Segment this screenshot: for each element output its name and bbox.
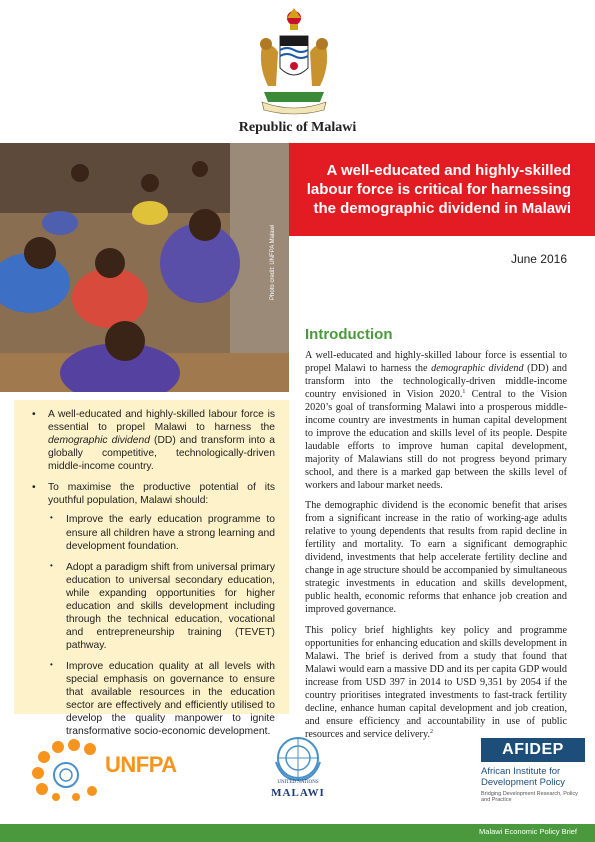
unfpa-wordmark: UNFPA xyxy=(105,752,177,777)
title-banner xyxy=(289,143,595,236)
afidep-name: African Institute for Development Policy xyxy=(481,766,565,789)
photo-credit: Photo credit: UNFPA Malawi xyxy=(270,224,276,300)
footer-label: Malawi Economic Policy Brief xyxy=(479,827,577,836)
afidep-logo xyxy=(481,738,585,804)
list-item: • Improve education quality at all levels with special emphasis on governance to ensure that available resources in the education sector are effectively and efficiently utilised to develop the quality manpower to ignite transformative socio-economic development. xyxy=(48,660,275,738)
list-item: • To maximise the productive potential of its youthful population, Malawi should: • Improve the early education programme to ensure all children have a strong learning and development foundation. • Adopt a paradigm shift from universal primary education to universal secondary education, while expanding opportunities for higher education and skills development including through the technical education, vocational and entrepreneurship training (TEVET) pathway. • Improve education quality at all levels with special emphasis on governance to ensure that available resources in the education sector are effectively and efficiently utilised to develop the quality manpower to ignite transformative socio-economic development. xyxy=(34,481,275,738)
coat-of-arms-icon xyxy=(254,6,334,118)
introduction-body xyxy=(305,350,567,750)
page-title: A well-educated and highly-skilled labour force is critical for harnessing the demographic dividend in Malawi xyxy=(306,161,571,218)
list-item: • Adopt a paradigm shift from universal primary education to universal secondary education, while expanding opportunities for higher education and skills development including through the technical education, vocational and entrepreneurship training (TEVET) pathway. xyxy=(48,561,275,652)
afidep-tagline: Bridging Development Research, Policy and Practice xyxy=(481,790,578,804)
list-item: • A well-educated and highly-skilled labour force is essential to propel Malawi to harness the demographic dividend (DD) and transform into a globally competitive, technologically-driven middle-income country. xyxy=(34,408,275,473)
list-item: • Improve the early education programme to ensure all children have a strong learning and development foundation. xyxy=(48,513,275,552)
afidep-acronym: AFIDEP xyxy=(481,738,585,762)
republic-label: Republic of Malawi xyxy=(238,120,357,135)
un-country-label: MALAWI xyxy=(271,787,325,799)
publication-date: June 2016 xyxy=(510,252,567,266)
paragraph: The demographic dividend is the economic benefit that arises from a significant increase in the ratio of working-age adults relative to young dependents that results from rapid decline in fertility and mortality. To earn a significant demographic dividend, investments that help accelerate fertility decline and change in age structure should be accompanied by simultaneous strategic investments in education and skills development, public health, economic reforms that enhance job creation and improved governance. xyxy=(305,500,567,616)
section-heading: Introduction xyxy=(305,326,393,343)
paragraph: This policy brief highlights key policy and programme opportunities for enhancing education and skills development in Malawi. The brief is derived from a study that found that Malawi would earn a massive DD and its per capita GDP would increase from USD 397 in 2014 to USD 9,351 by 2054 if the country prioritises integrated investments to fast-track fertility decline, enhance human capital development and job creation, and ensure efficiency and accountability in use of public resources and service delivery.$^2$ xyxy=(305,625,567,740)
key-messages-list xyxy=(34,408,275,738)
recommendations-list xyxy=(48,513,275,738)
paragraph: A well-educated and highly-skilled labour force is essential to propel Malawi to harness the demographic dividend (DD) and transform into the technologically-driven middle-income country envisioned in Vision 2020.$^1$ Central to the Vision 2020’s goal of transforming Malawi into a prosperous middle-income country are investments in human capital development to improve the education and skills level of its people. Despite laudable efforts to improve human capital development, majority of Malawians still do not progress beyond primary school, and there is a marked gap between the skills level of workers and labour market needs. xyxy=(305,350,567,491)
key-messages-box xyxy=(14,400,289,738)
classroom-photo xyxy=(0,143,289,392)
un-label: UNITED NATIONS xyxy=(277,780,319,785)
